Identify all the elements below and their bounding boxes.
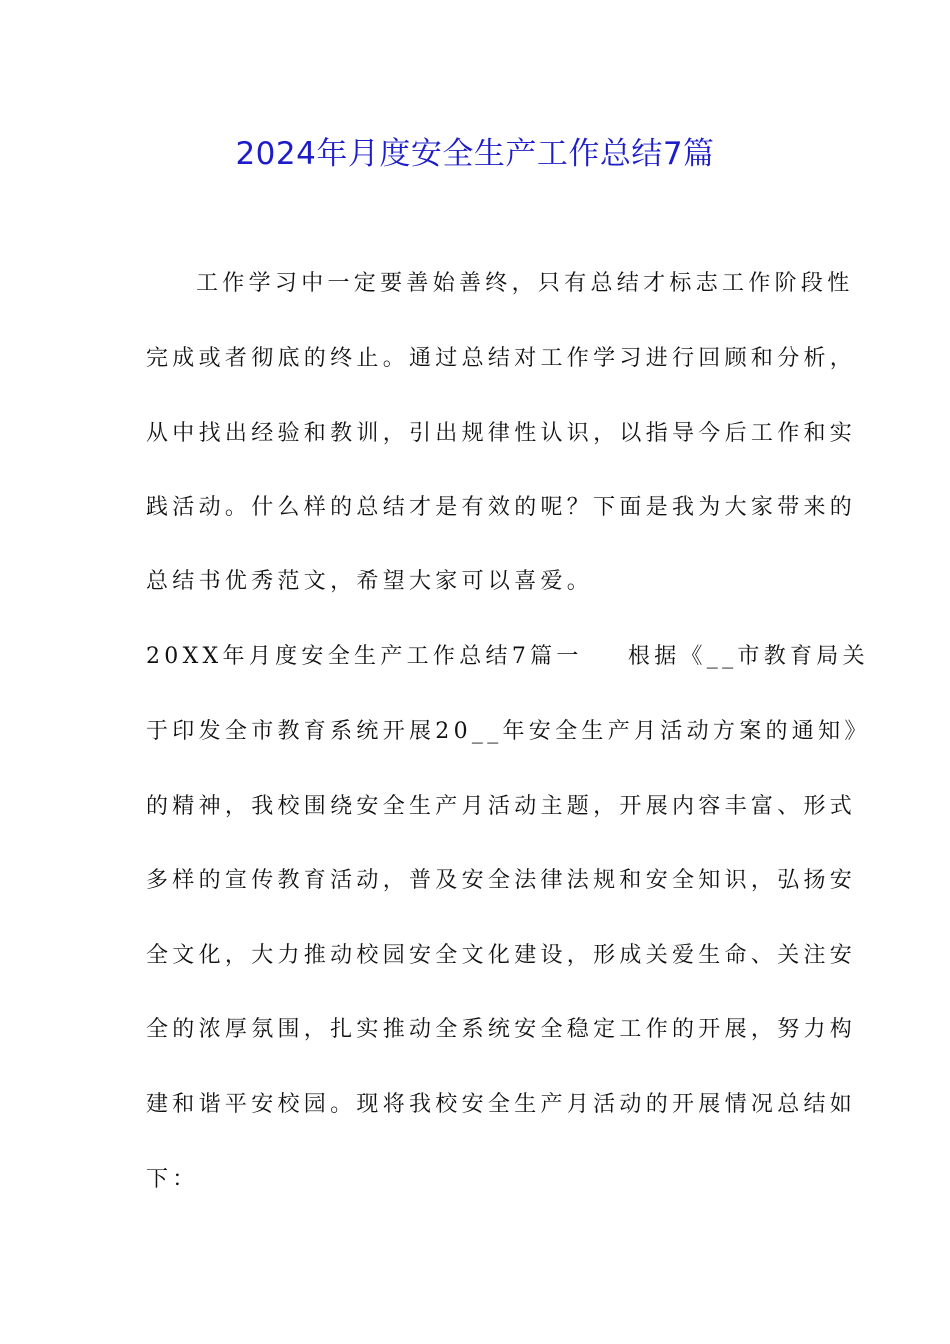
paragraph-line: 总结书优秀范文，希望大家可以喜爱。 [146, 569, 594, 594]
paragraph-line: 下： [146, 1167, 199, 1192]
paragraph-line: 践活动。什么样的总结才是有效的呢？下面是我为大家带来的 [146, 495, 857, 520]
paragraph-line: 全的浓厚氛围，扎实推动全系统安全稳定工作的开展，努力构 [146, 1017, 857, 1042]
paragraph-line: 于印发全市教育系统开展20__年安全生产月活动方案的通知》 [146, 719, 871, 744]
paragraph-line: 的精神，我校围绕安全生产月活动主题，开展内容丰富、形式 [146, 794, 857, 819]
paragraph-line: 从中找出经验和教训，引出规律性认识，以指导今后工作和实 [146, 421, 857, 446]
paragraph-line: 工作学习中一定要善始善终，只有总结才标志工作阶段性 [196, 271, 854, 296]
paragraph-line: 多样的宣传教育活动，普及安全法律法规和安全知识，弘扬安 [146, 868, 857, 893]
paragraph-line: 全文化，大力推动校园安全文化建设，形成关爱生命、关注安 [146, 943, 857, 968]
paragraph-line: 建和谐平安校园。现将我校安全生产月活动的开展情况总结如 [146, 1092, 857, 1117]
paragraph-line: 20XX年月度安全生产工作总结7篇一 根据《__市教育局关 [146, 644, 869, 669]
paragraph-line: 完成或者彻底的终止。通过总结对工作学习进行回顾和分析， [146, 346, 857, 371]
document-title: 2024年月度安全生产工作总结7篇 [235, 136, 715, 172]
